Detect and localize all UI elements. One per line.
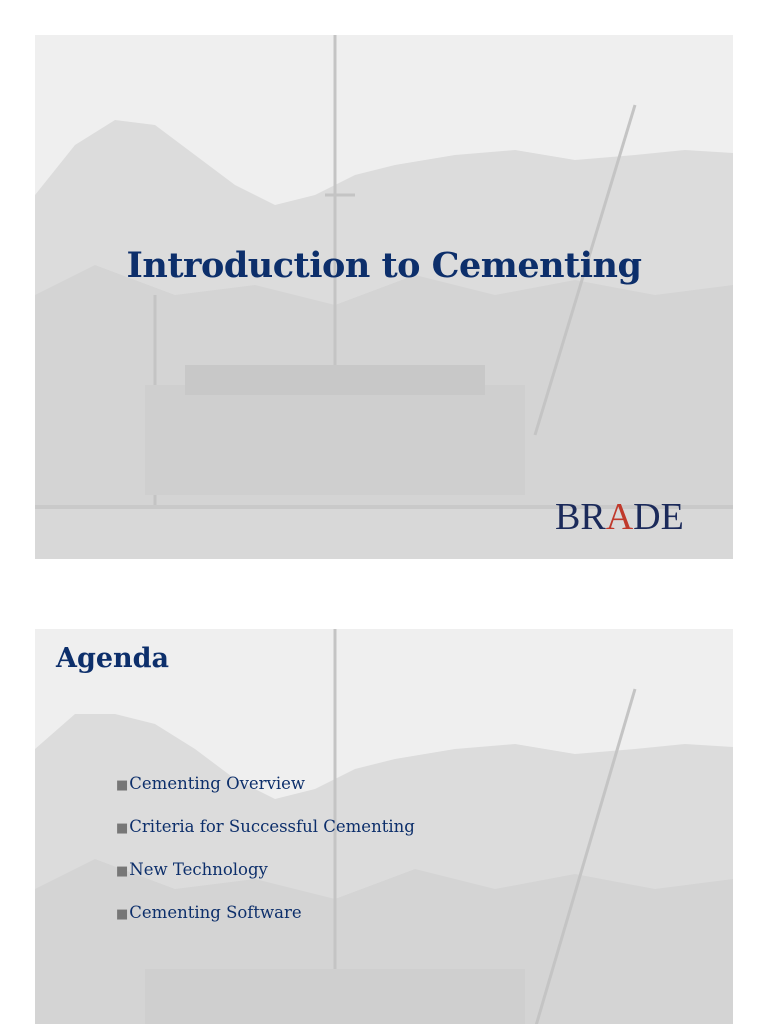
- agenda-item-label: New Technology: [129, 860, 268, 879]
- agenda-item: [116, 774, 415, 817]
- agenda-slide: [35, 629, 733, 1024]
- brade-logo: [555, 497, 700, 537]
- agenda-item: [116, 860, 415, 903]
- agenda-item: [116, 903, 415, 946]
- slide-title: Introduction to Cementing: [126, 245, 642, 286]
- agenda-heading: Agenda: [56, 643, 170, 674]
- square-bullet-icon: ■: [116, 864, 129, 879]
- logo-text: BRADE: [555, 496, 684, 538]
- logo-wordmark: [555, 497, 684, 537]
- agenda-item: [116, 817, 415, 860]
- title-slide: [35, 35, 733, 559]
- oil-rig-background-image: [35, 35, 733, 559]
- square-bullet-icon: ■: [116, 778, 129, 793]
- agenda-list: [116, 774, 415, 946]
- agenda-item-label: Criteria for Successful Cementing: [129, 817, 415, 836]
- square-bullet-icon: ■: [116, 821, 129, 836]
- agenda-item-label: Cementing Software: [129, 903, 302, 922]
- agenda-item-label: Cementing Overview: [129, 774, 306, 793]
- square-bullet-icon: ■: [116, 907, 129, 922]
